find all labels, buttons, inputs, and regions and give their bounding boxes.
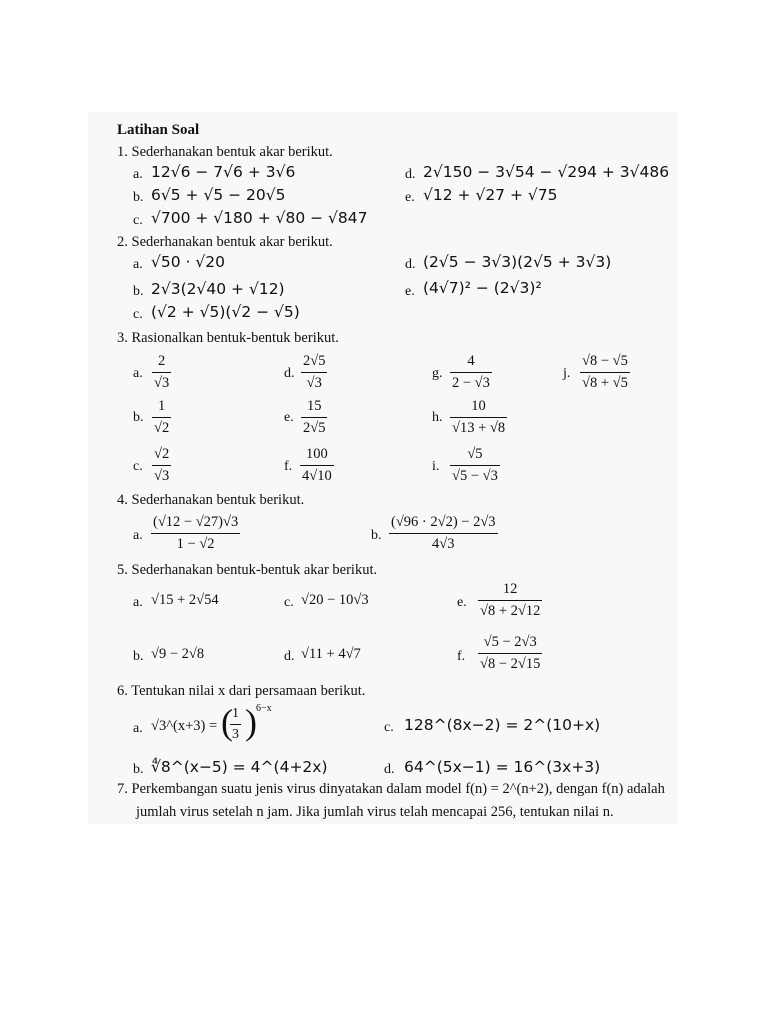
q3-b-numerator: 1: [157, 398, 166, 414]
q6-d-label: d.: [384, 762, 395, 777]
q2-c-label: c.: [133, 307, 143, 322]
q3-i-fraction: [450, 447, 500, 483]
q2-d-label: d.: [405, 257, 416, 272]
q3-g-label: g.: [432, 366, 443, 381]
q1-d-label: d.: [405, 167, 416, 182]
q3-b-label: b.: [133, 410, 144, 425]
q4-b-denominator: 4√3: [389, 533, 498, 552]
q6-a-fraction: [230, 707, 241, 742]
q3-f-denominator: 4√10: [300, 465, 334, 484]
q3-a-fraction: [152, 354, 171, 390]
q3-c-denominator: √3: [152, 465, 171, 484]
q2-e-expression: (4√7)² − (2√3)²: [423, 279, 542, 297]
q3-e-numerator: 15: [306, 398, 322, 414]
q6-c-expression: 128^(8x−2) = 2^(10+x): [404, 716, 601, 734]
q4-b-label: b.: [371, 528, 382, 543]
page-title: Latihan Soal: [117, 122, 200, 138]
q1-c-label: c.: [133, 213, 143, 228]
q6-a-frac-numerator: 1: [232, 706, 239, 721]
q3-j-fraction: [580, 354, 630, 390]
q2-c-expression: (√2 + √5)(√2 − √5): [151, 303, 300, 321]
q4-a-denominator: 1 − √2: [151, 533, 240, 552]
q5-d-label: d.: [284, 649, 295, 664]
q5-b-label: b.: [133, 649, 144, 664]
q3-a-label: a.: [133, 366, 143, 381]
q5-a-expression: √15 + 2√54: [151, 592, 219, 608]
q1-a-expression: 12√6 − 7√6 + 3√6: [151, 163, 296, 181]
q3-a-denominator: √3: [152, 372, 171, 391]
question-7-line-1: 7. Perkembangan suatu jenis virus dinyatakan dalam model f(n) = 2^(n+2), dengan f(n) adalah: [117, 781, 665, 797]
q2-a-label: a.: [133, 257, 143, 272]
q2-e-label: e.: [405, 284, 415, 299]
q4-a-fraction: [151, 515, 240, 551]
q3-c-label: c.: [133, 459, 143, 474]
q6-c-label: c.: [384, 720, 394, 735]
q3-c-fraction: [152, 447, 171, 483]
q3-h-numerator: 10: [471, 398, 486, 414]
q5-c-label: c.: [284, 595, 294, 610]
q3-j-denominator: √8 + √5: [580, 372, 630, 391]
q3-f-fraction: [300, 447, 334, 483]
q5-e-denominator: √8 + 2√12: [478, 600, 542, 619]
question-4-text: 4. Sederhanakan bentuk berikut.: [117, 492, 305, 508]
q2-b-expression: 2√3(2√40 + √12): [151, 280, 285, 298]
q3-f-numerator: 100: [305, 446, 328, 462]
q2-b-label: b.: [133, 284, 144, 299]
q1-d-expression: 2√150 − 3√54 − √294 + 3√486: [423, 163, 670, 181]
q3-h-denominator: √13 + √8: [450, 417, 507, 436]
q3-g-denominator: 2 − √3: [450, 372, 492, 391]
question-1-text: 1. Sederhanakan bentuk akar berikut.: [117, 144, 333, 160]
q3-e-label: e.: [284, 410, 294, 425]
q5-d-expression: √11 + 4√7: [301, 646, 361, 662]
q5-f-numerator: √5 − 2√3: [483, 634, 537, 650]
q3-d-fraction: [301, 354, 327, 390]
q1-a-label: a.: [133, 167, 143, 182]
q6-a-left-paren: (: [221, 702, 233, 742]
q3-a-numerator: 2: [157, 353, 166, 369]
q1-c-expression: √700 + √180 + √80 − √847: [151, 209, 368, 227]
q5-e-fraction: [478, 582, 542, 618]
q3-c-numerator: √2: [154, 446, 170, 462]
q3-j-numerator: √8 − √5: [582, 353, 628, 369]
q5-f-fraction: [478, 635, 542, 671]
q6-a-frac-denominator: 3: [230, 724, 241, 742]
q6-b-expression: ∜8^(x−5) = 4^(4+2x): [151, 758, 328, 776]
q1-e-expression: √12 + √27 + √75: [423, 186, 558, 204]
q5-b-expression: √9 − 2√8: [151, 646, 205, 662]
question-5-text: 5. Sederhanakan bentuk-bentuk akar berikut.: [117, 562, 378, 578]
q3-b-denominator: √2: [152, 417, 171, 436]
q6-a-lhs: √3^(x+3) =: [151, 718, 218, 734]
q3-h-label: h.: [432, 410, 443, 425]
q2-a-expression: √50 · √20: [151, 253, 225, 271]
q5-c-expression: √20 − 10√3: [301, 592, 369, 608]
q5-f-denominator: √8 − 2√15: [478, 653, 542, 672]
q5-f-label: f.: [457, 649, 466, 664]
question-6-text: 6. Tentukan nilai x dari persamaan berikut.: [117, 683, 366, 699]
q6-a-label: a.: [133, 721, 143, 736]
q6-a-right-paren: ): [245, 702, 257, 742]
q3-h-fraction: [450, 399, 507, 435]
q3-e-fraction: [301, 399, 327, 435]
q1-e-label: e.: [405, 190, 415, 205]
q3-d-numerator: 2√5: [303, 353, 326, 369]
q5-a-label: a.: [133, 595, 143, 610]
q3-i-denominator: √5 − √3: [450, 465, 500, 484]
q6-d-expression: 64^(5x−1) = 16^(3x+3): [404, 758, 601, 776]
q2-d-expression: (2√5 − 3√3)(2√5 + 3√3): [423, 253, 612, 271]
q1-b-label: b.: [133, 190, 144, 205]
q4-a-numerator: (√12 − √27)√3: [153, 514, 239, 530]
q3-g-fraction: [450, 354, 492, 390]
q3-i-numerator: √5: [467, 446, 483, 462]
q5-e-numerator: 12: [502, 581, 518, 597]
q5-e-label: e.: [457, 595, 467, 610]
q3-g-numerator: 4: [467, 353, 475, 369]
q3-i-label: i.: [432, 459, 440, 474]
q3-e-denominator: 2√5: [301, 417, 327, 436]
q3-d-denominator: √3: [301, 372, 327, 391]
question-7-line-2: jumlah virus setelah n jam. Jika jumlah virus telah mencapai 256, tentukan nilai n.: [136, 804, 614, 820]
q3-b-fraction: [152, 399, 171, 435]
q3-d-label: d.: [284, 366, 295, 381]
question-2-text: 2. Sederhanakan bentuk akar berikut.: [117, 234, 333, 250]
q6-b-label: b.: [133, 762, 144, 777]
q4-a-label: a.: [133, 528, 143, 543]
q4-b-numerator: (√96 · 2√2) − 2√3: [391, 514, 496, 530]
q3-j-label: j.: [563, 366, 571, 381]
q3-f-label: f.: [284, 459, 293, 474]
q1-b-expression: 6√5 + √5 − 20√5: [151, 186, 286, 204]
q4-b-fraction: [389, 515, 498, 551]
question-3-text: 3. Rasionalkan bentuk-bentuk berikut.: [117, 330, 339, 346]
q6-a-exponent: 6−x: [256, 703, 272, 714]
